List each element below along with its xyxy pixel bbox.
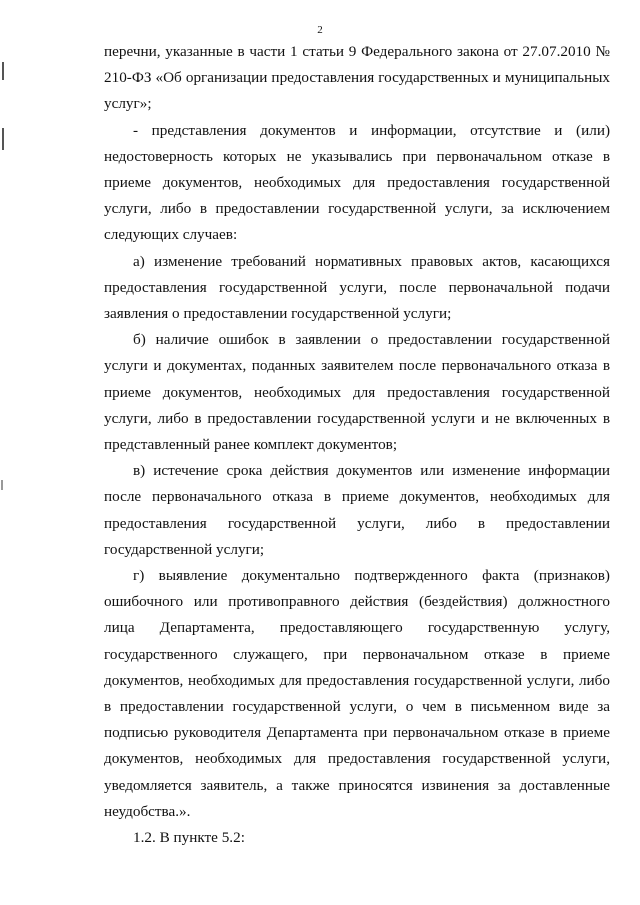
- page-number: 2: [317, 24, 323, 36]
- document-body: [104, 39, 610, 851]
- scan-artifact-mark: [2, 62, 4, 80]
- paragraph: 1.2. В пункте 5.2:: [133, 829, 245, 847]
- paragraph: в) истечение срока действия документов или изменение информации после первоначального отказа в приеме документов, необходимых для предоставления государственной услуги, либо в предоставлении государственной услуги;: [104, 462, 610, 558]
- scan-artifact-mark: [1, 480, 3, 490]
- paragraph: а) изменение требований нормативных правовых актов, касающихся предоставления государственной услуги, после первоначальной подачи заявления о предоставлении государственной услуги;: [104, 252, 610, 323]
- paragraph: г) выявление документально подтвержденного факта (признаков) ошибочного или противоправного действия (бездействия) должностного лица Департамента, предоставляющего государственную услугу, государственного служащего, при первоначальном отказе в приеме документов, необходимых для предоставления государственной услуги, либо в предоставлении государственной услуги, о чем в письменном виде за подписью руководителя Департамента при первоначальном отказе в приеме документов, необходимых для предоставления государственной услуги, уведомляется заявитель, а также приносятся извинения за доставленные неудобства.».: [104, 567, 610, 820]
- paragraph: б) наличие ошибок в заявлении о предоставлении государственной услуги и документах, поданных заявителем после первоначального отказа в приеме документов, необходимых для предоставления государственной услуги, либо в предоставлении государственной услуги и не включенных в представленный ранее комплект документов;: [104, 331, 610, 454]
- paragraph: перечни, указанные в части 1 статьи 9 Федерального закона от 27.07.2010 № 210-ФЗ «Об организации предоставления государственных и муниципальных услуг»;: [104, 43, 610, 113]
- paragraph: - представления документов и информации, отсутствие и (или) недостоверность которых не указывались при первоначальном отказе в приеме документов, необходимых для предоставления государственной услуги, либо в предоставлении государственной услуги, за исключением следующих случаев:: [104, 121, 610, 244]
- scan-artifact-mark: [2, 128, 4, 150]
